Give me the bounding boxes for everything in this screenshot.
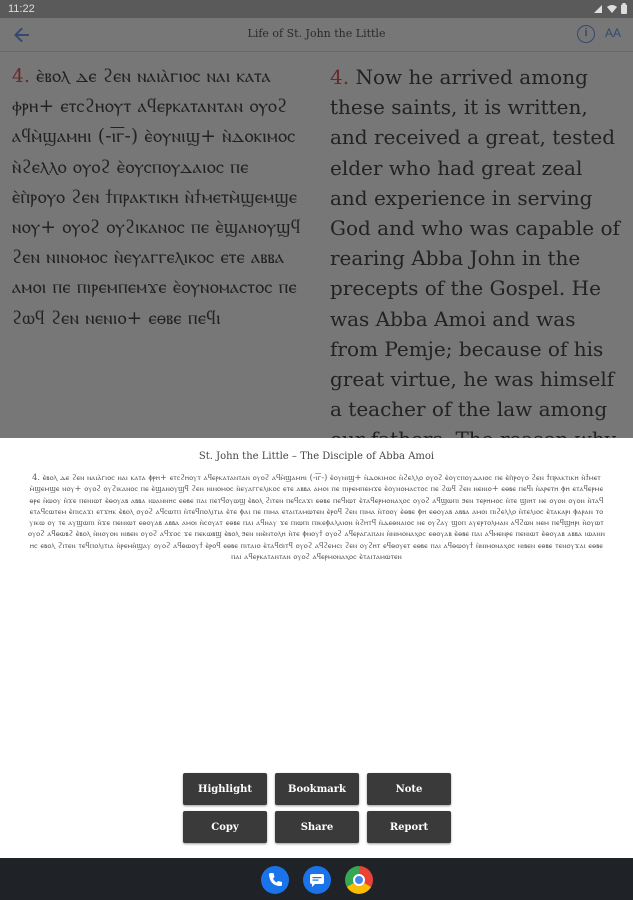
nav-bar (0, 858, 633, 900)
action-buttons (183, 773, 451, 843)
info-icon: i (584, 27, 588, 39)
coptic-column[interactable] (12, 62, 304, 334)
phone-icon[interactable] (261, 866, 289, 894)
status-bar (0, 0, 633, 18)
status-time: 11:22 (8, 3, 35, 15)
battery-icon (621, 3, 627, 17)
messages-icon[interactable] (303, 866, 331, 894)
copy-button[interactable]: Copy (183, 811, 267, 843)
app-bar (0, 18, 633, 52)
status-icons (593, 3, 627, 17)
page-title: Life of St. John the Little (247, 27, 386, 40)
report-button[interactable]: Report (367, 811, 451, 843)
share-button[interactable]: Share (275, 811, 359, 843)
english-text: Now he arrived among these saints, it is written, and received a great, tested elder who had great zeal and experience in serving God and who was capable of rearing Abba John in the precepts of the Gospel. He was Abba Amoi and was from Pemje; because of his great virtue, he was himself a teacher of the law among (330, 65, 620, 422)
sheet-text: 4. ⲉ̀ⲃⲟⲗ ⲇⲉ ϩⲉⲛ ⲛⲁⲓⲁ̀ⲅⲓⲟⲥ ⲛⲁⲓ ⲕⲁⲧⲁ ⲫⲣⲏ+ ⲉⲧⲥϩⲏⲟⲩⲧ ⲁϥⲉⲣⲕⲁⲧⲁⲛⲧⲁⲛ ⲟⲩⲟϩ ⲁϥⲙ̀ϣⲁⲙⲏⲓ (-ⲓ̅ⲅ̅-) ⲉ̀ⲟⲩⲛⲓϣ+ ⲛ̀ⲇⲟⲕⲓⲙⲟⲥ ⲛ̀ϩⲉⲗⲗⲟ ⲟⲩⲟϩ ⲉ̀ⲟⲩⲥⲡⲟⲩⲇⲁⲓⲟⲥ ⲡⲉ ⲉ̀ⲡ̀ⲣⲟⲩⲟ ϩⲉⲛ ϯⲡⲣⲁⲕⲧⲓⲕⲏ ⲛ̀ϯⲙⲉⲧⲙ̀ϣⲉⲙϣⲉ ⲛⲟⲩ+ ⲟⲩⲟϩ ⲟⲩϩⲓⲕⲁⲛⲟⲥ ⲡⲉ ⲉ̀ϣⲁⲛⲟⲩϣϥ ϩⲉⲛ ⲛⲓⲛⲟⲙⲟⲥ ⲛ̀ⲉⲩⲁⲅⲅⲉⲗⲓⲕⲟⲥ ⲉⲧⲉ ⲁⲃⲃⲁ ⲁⲙⲟⲓ ⲡⲉ ⲡⲓⲣⲉⲙⲡⲉⲙϫⲉ ⲉ̀ⲟⲩⲛⲟⲙⲁⲥⲧⲟⲥ ⲡⲉ ϩⲱϥ ϩⲉⲛ ⲛⲉⲛⲓⲟ+ ⲉⲑⲃⲉ ⲡⲉϥⲓ ⲛ̀ⲁⲣⲉⲧⲏ ⲫⲏ ⲉⲧⲁϥⲉⲣⲙⲉⲑⲣⲉ ⲛ̀ⲱⲟⲩ ⲛ̀ϫⲉ ⲡⲉⲛⲓⲱⲧ ⲉ̀ⲑⲟⲩⲁⲃ ⲁⲃⲃⲁ ⲓⲱⲁⲛⲛⲏⲥ ⲉⲑⲃⲉ ⲡⲁⲓ ⲡⲉⲧϥⲟⲩⲱϣ ⲉ̀ⲃⲟⲗ ϩⲓⲧⲉⲛ ⲡⲉϥⲥⲁϫⲓ ⲉⲑⲃⲉ ⲡⲉϥⲓⲱⲧ ⲉ̀ⲧⲁϥⲉⲣⲙⲟⲛⲁⲭⲟⲥ ⲟⲩⲟϩ ⲁϥϣⲱⲡⲓ ϧⲉⲛ ⲧⲉⲣⲏⲙⲟⲥ ⲛ̀ⲧⲉ ϣⲓⲏⲧ ⲛⲉ ⲟⲩⲟⲛ ⲟⲩⲟⲛ ⲛ̀ⲧⲁϥ ⲉⲧⲁϥⲥⲱⲧⲉⲙ ⲉ̀ⲡⲓⲥⲁϫⲓ ⲉⲧϫⲏⲕ ⲉ̀ⲃⲟⲗ ⲟⲩⲟϩ ⲁϥⲥⲱⲧⲡ ⲛ̀ⲧⲉϥⲡⲟⲗⲓⲧⲓⲁ ⲉ̀ⲧⲉ ⲫⲁⲓ ⲡⲉ ⲡⲓⲙⲁ ⲉⲧⲁⲓⲧⲁⲙⲱⲧⲉⲛ ⲉ̀ⲣⲟϥ ϩⲉⲛ ⲡⲓⲙⲁ ⲛ̀ⲧⲟⲟⲩ ⲉ̀ⲑⲃⲉ ⲫⲏ ⲉⲑⲟⲩⲁⲃ ⲁⲃⲃⲁ ⲁⲙⲟⲓ ⲡⲓϩⲉⲗⲗⲟ ⲛ̀ⲧⲉⲗⲓⲟⲥ ⲉ̀ⲧⲁⲕⲁⲣⲓ ⲫⲁⲣⲁⲛ ⲧⲟⲩⲓⲕⲱ ⲟⲩ ⲧⲉ ⲁⲩϣⲱⲡⲓ ⲛ̀ϫⲉ ⲡⲉⲛⲓⲱⲧ ⲉⲑⲟⲩⲁⲃ ⲁⲃⲃⲁ ⲁⲙⲟⲓ ⲛ̀ⲥⲟⲩⲁⲧ ⲉⲑⲃⲉ ⲡⲁⲓ ⲁϥⲛⲁⲩ ϫⲉ ⲡⲓⲱⲡⲓ ⲡⲓⲕⲉⲫⲁⲗⲁⲓⲟⲛ ⲛ̀ϩⲏⲧϥ ⲛ̀ⲇⲉⲑⲛⲁⲓⲟⲥ ⲛⲉ ⲟⲩϩⲁⲩ ϣⲟⲡ ⲁⲩⲉⲣⲧⲟⲗⲙⲁⲛ ⲁϥϩⲱⲛ ⲛⲉⲙ ⲡⲉϥϣⲏⲣⲓ ⲛ̀ⲟⲩⲱⲧ ⲟⲩⲟϩ ⲁϥⲑⲱⲃϩ ⲉ̀ⲃⲟⲗ ⲛ̀ⲛⲟⲩⲟⲛ ⲛⲓⲃⲉⲛ ⲟⲩⲟϩ ⲁϥϫⲟⲥ ϫⲉ ⲡⲉⲕⲱⲃϣ ⲉ̀ⲃⲟⲗ ϧⲉⲛ ⲛⲓⲉ̀ⲛⲧⲟⲗⲏ ⲛ̀ⲧⲉ ⲫⲛⲟⲩϯ ⲟⲩⲟϩ ⲁϥⲉⲣⲁⲅⲁⲡⲁⲛ ⲛ̀ⲛⲓⲙⲟⲛⲁⲭⲟⲥ ⲉⲑⲟⲩⲁⲃ ⲉ̀ⲑⲃⲉ ⲡⲁⲓ ⲁϥⲙⲉⲛⲣⲉ ⲡⲉⲛⲓⲱⲧ ⲉ̀ⲑⲟⲩⲁⲃ ⲁⲃⲃⲁ ⲓⲱⲁⲛⲛⲏⲥ ⲉⲃⲟⲗ ϩⲓⲧⲉⲛ ⲧⲉϥⲡⲟⲗⲓⲧⲓⲁ ⲛ̀ⲣⲉⲙⲛ̀ϣⲁⲩ ⲟⲩⲟϩ ⲁϥⲑⲱⲟⲩϯ ⲉ̀ⲣⲟϥ ⲉⲑⲃⲉ ⲡⲓⲧⲁⲓⲟ ⲉ̀ⲧⲁϥϭⲓⲧϥ ⲟⲩⲟϩ ⲁϥϩⲉⲙⲥⲓ ϩⲉⲛ ⲟⲩϩⲏⲧ ⲉϥⲑⲟⲩⲉⲧ ⲉⲑⲃⲉ ⲡⲁⲓ ⲁϥⲑⲱⲟⲩϯ ⲛ̀ⲛⲓⲙⲟⲛⲁⲭⲟⲥ ⲛⲓⲃⲉⲛ ⲉⲑⲃⲉ ⲧⲉⲛⲟⲩϫⲁⲓ ⲉⲑⲃⲉ ⲡⲁⲓ ⲁϥⲉⲣⲕⲁⲧⲁⲛⲧⲁⲛ ⲟⲩⲟϩ ⲁϥⲉⲣⲙⲟⲛⲁⲭⲟⲥ ⲉ̀ⲧⲁⲓⲧⲁⲙⲱⲧⲉⲛ (28, 472, 605, 562)
wifi-icon (607, 4, 617, 17)
highlight-button[interactable]: Highlight (183, 773, 267, 805)
verse-number: 4. (12, 66, 31, 87)
note-button[interactable]: Note (367, 773, 451, 805)
english-column[interactable] (330, 62, 625, 455)
info-button[interactable] (577, 25, 595, 43)
bookmark-button[interactable]: Bookmark (275, 773, 359, 805)
chrome-icon[interactable] (345, 866, 373, 894)
verse-action-sheet (0, 438, 633, 858)
signal-icon (593, 4, 603, 17)
reader-content (0, 52, 633, 438)
font-size-button[interactable]: AA (604, 26, 621, 40)
sheet-title: St. John the Little – The Disciple of Abba Amoi (198, 451, 435, 462)
verse-number: 4. (330, 65, 350, 89)
coptic-text: ⲉ̀ⲃⲟⲗ ⲇⲉ ϩⲉⲛ ⲛⲁⲓⲁ̀ⲅⲓⲟⲥ ⲛⲁⲓ ⲕⲁⲧⲁ ⲫⲣⲏ+ ⲉⲧⲥϩⲏⲟⲩⲧ ⲁϥⲉⲣⲕⲁⲧⲁⲛⲧⲁⲛ ⲟⲩⲟϩ ⲁϥⲙ̀ϣⲁⲙⲏⲓ (-ⲓ̅ⲅ̅-) ⲉ̀ⲟⲩⲛⲓϣ+ ⲛ̀ⲇⲟⲕⲓⲙⲟⲥ ⲛ̀ϩⲉⲗⲗⲟ ⲟⲩⲟϩ ⲉ̀ⲟⲩⲥⲡⲟⲩⲇⲁⲓⲟⲥ ⲡⲉ ⲉ̀ⲡ̀ⲣⲟⲩⲟ ϩⲉⲛ ϯⲡⲣⲁⲕⲧⲓⲕⲏ ⲛ̀ϯⲙⲉⲧⲙ̀ϣⲉⲙϣⲉ ⲛⲟⲩ+ ⲟⲩⲟϩ ⲟⲩϩⲓⲕⲁⲛⲟⲥ ⲡⲉ ⲉ̀ϣⲁⲛⲟⲩϣϥ ϩⲉⲛ ⲛⲓⲛⲟⲙⲟⲥ ⲛ̀ⲉⲩⲁⲅⲅⲉⲗⲓⲕⲟⲥ ⲉⲧⲉ ⲁⲃⲃⲁ ⲁⲙⲟⲓ ⲡⲉ ⲡⲓⲣⲉⲙⲡⲉⲙϫⲉ ⲉ̀ⲟⲩⲛⲟⲙⲁⲥⲧⲟⲥ ⲡⲉ ϩⲱϥ ϩⲉⲛ ⲛⲉⲛⲓⲟ+ ⲉⲑⲃⲉ ⲡⲉϥⲓ (12, 66, 301, 329)
